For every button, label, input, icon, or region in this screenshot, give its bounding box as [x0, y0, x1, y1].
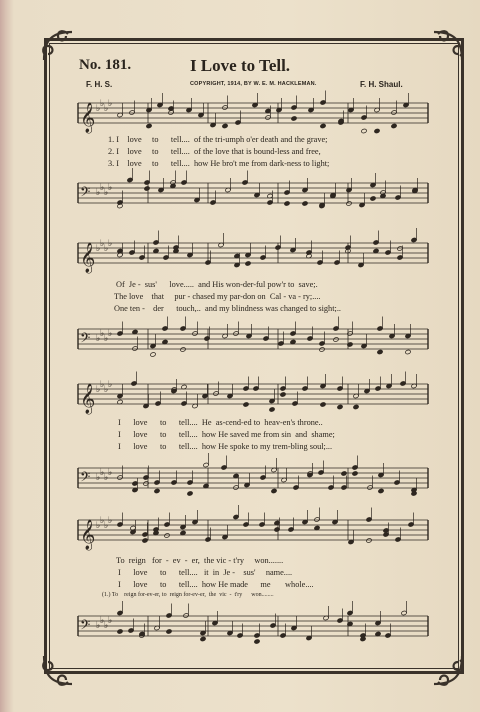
svg-text:♭: ♭ [100, 616, 105, 626]
corner-ornament-icon [428, 650, 468, 690]
svg-text:♭: ♭ [108, 616, 113, 626]
svg-text:♭: ♭ [108, 516, 113, 526]
copyright-notice: COPYRIGHT, 1914, BY W. E. M. HACKLEMAN. [190, 81, 317, 87]
svg-text:♭: ♭ [96, 244, 101, 254]
lyric-line: I love to tell.... it in Je - sus' name.... [118, 568, 293, 577]
svg-text:♭: ♭ [100, 468, 105, 478]
svg-text:♭: ♭ [96, 621, 101, 631]
svg-text:♭: ♭ [100, 239, 105, 249]
svg-text:♭: ♭ [96, 334, 101, 344]
bass-staff [78, 460, 428, 500]
svg-text:♭: ♭ [104, 334, 109, 344]
svg-text:♭: ♭ [108, 99, 113, 109]
svg-text:♭: ♭ [96, 385, 101, 395]
hymn-number: No. 181. [79, 57, 132, 73]
svg-text:𝄢: 𝄢 [80, 469, 91, 488]
svg-text:♭: ♭ [108, 239, 113, 249]
svg-text:♭: ♭ [108, 380, 113, 390]
treble-staff [78, 95, 428, 135]
lyric-line: I love to tell.... how He saved me from sin and shame; [118, 430, 335, 439]
svg-text:♭: ♭ [100, 329, 105, 339]
svg-text:𝄞: 𝄞 [80, 384, 96, 414]
svg-text:𝄢: 𝄢 [80, 184, 91, 203]
lyric-line: 2. I love to tell.... of the love that is bound-less and free, [108, 147, 321, 156]
svg-text:♭: ♭ [104, 385, 109, 395]
svg-text:♭: ♭ [104, 621, 109, 631]
lyric-line: Of Je - sus' love..... and His won-der-ful pow'r to save;. [116, 280, 318, 289]
lyric-line: I love to tell.... how He made me whole.... [118, 580, 314, 589]
svg-text:𝄢: 𝄢 [80, 330, 91, 349]
svg-text:♭: ♭ [104, 104, 109, 114]
lyric-line: One ten - der touch,.. and my blindness was changed to sight;.. [114, 304, 341, 313]
svg-text:♭: ♭ [96, 104, 101, 114]
corner-ornament-icon [38, 650, 78, 690]
svg-text:♭: ♭ [104, 473, 109, 483]
svg-text:𝄢: 𝄢 [80, 617, 91, 636]
svg-text:♭: ♭ [100, 380, 105, 390]
svg-text:♭: ♭ [100, 516, 105, 526]
svg-text:♭: ♭ [96, 473, 101, 483]
svg-text:𝄞: 𝄞 [80, 243, 96, 273]
bass-staff [78, 175, 428, 215]
svg-text:𝄞: 𝄞 [80, 520, 96, 550]
composer-credit: F. H. Shaul. [360, 80, 403, 89]
bass-staff [78, 608, 428, 648]
lyric-line: I love to tell.... how He spoke to my trem-bling soul;... [118, 442, 333, 451]
svg-text:♭: ♭ [108, 329, 113, 339]
lyricist-credit: F. H. S. [86, 80, 113, 89]
svg-text:♭: ♭ [100, 99, 105, 109]
treble-staff [78, 512, 428, 552]
svg-text:♭: ♭ [100, 183, 105, 193]
lyric-line: The love that pur - chased my par-don on Cal - va - ry;.... [114, 292, 321, 301]
hymn-title: I Love to Tell. [189, 56, 291, 75]
svg-text:𝄞: 𝄞 [80, 103, 96, 133]
lyric-line-refrain: (1.) To reign for-ev-er, to reign for-ev-er, the vic - t'ry won........ [102, 592, 274, 598]
treble-staff [78, 376, 428, 416]
bass-staff [78, 321, 428, 361]
svg-text:♭: ♭ [96, 521, 101, 531]
lyric-line: To reign for - ev - er, the vic - t'ry won....... [116, 556, 284, 565]
svg-text:♭: ♭ [104, 521, 109, 531]
svg-text:♭: ♭ [104, 188, 109, 198]
svg-text:♭: ♭ [96, 188, 101, 198]
treble-staff [78, 235, 428, 275]
svg-text:♭: ♭ [108, 468, 113, 478]
svg-text:♭: ♭ [104, 244, 109, 254]
lyric-line: 1. I love to tell.... of the tri-umph o'er death and the grave; [108, 135, 328, 144]
lyric-line: I love to tell.... He as-cend-ed to heav-en's throne.. [118, 418, 323, 427]
svg-text:♭: ♭ [108, 183, 113, 193]
lyric-line: 3. I love to tell.... how He bro't me from dark-ness to light; [108, 159, 330, 168]
